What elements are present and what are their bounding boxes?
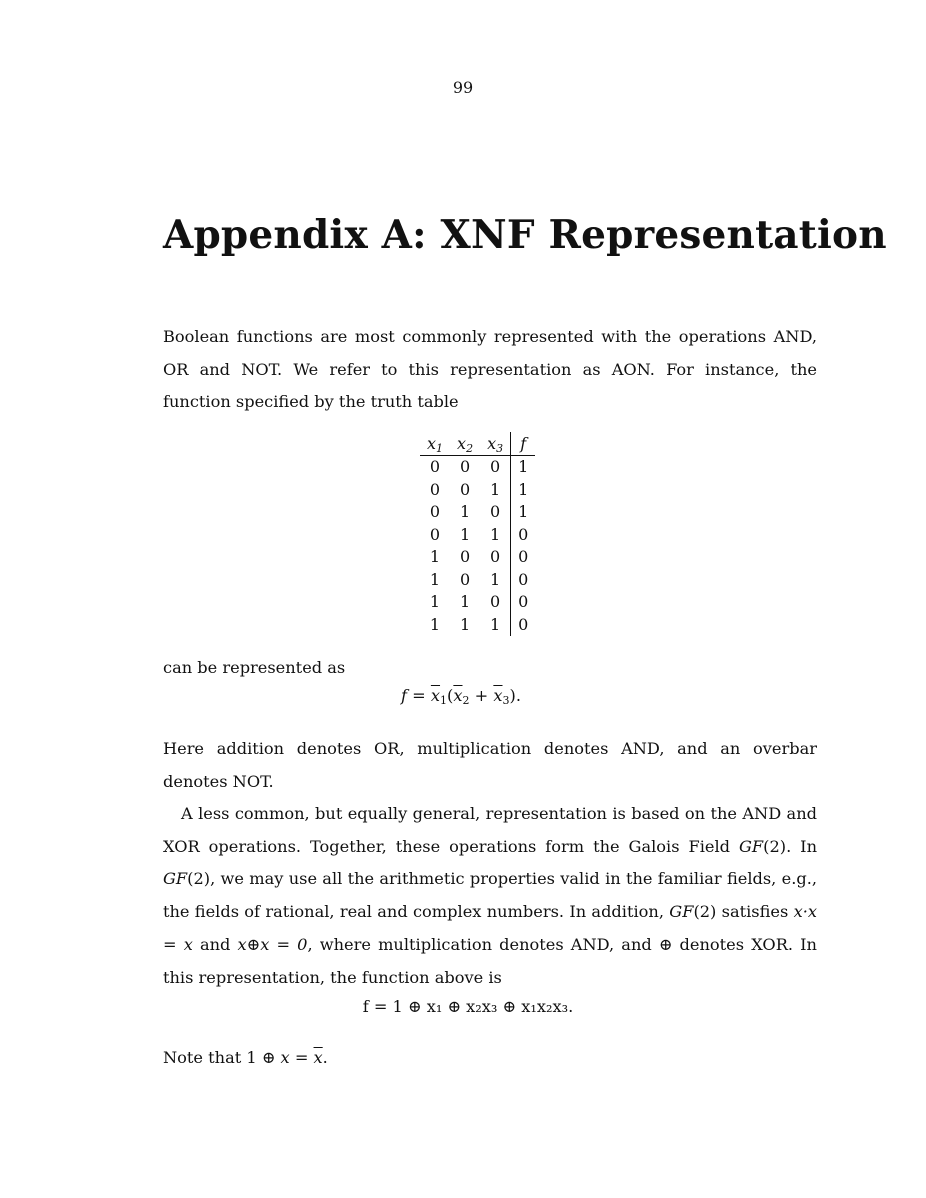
truth-table-row (420, 613, 535, 636)
represented-as-text: can be represented as (163, 658, 346, 677)
cell-f: 0 (511, 546, 536, 569)
truth-table (420, 432, 535, 636)
truth-table-row (420, 546, 535, 569)
cell-x2: 0 (459, 547, 471, 567)
truth-table-row (420, 568, 535, 591)
cell-x3: 1 (489, 524, 501, 544)
page-number: 99 (452, 78, 474, 97)
cell-x2: 1 (459, 592, 471, 612)
note-line: Note that 1 ⊕ $x = \overline{x}$. (163, 1048, 328, 1067)
cell-x3: 0 (489, 502, 501, 522)
cell-x2: 1 (459, 614, 471, 634)
cell-x1: 1 (429, 569, 441, 589)
cell-x1: 0 (429, 524, 441, 544)
truth-table-row (420, 455, 535, 478)
truth-table-wrap (420, 432, 535, 636)
header-x2: $x_2$ (450, 432, 480, 455)
header-x1: $x_1$ (420, 432, 450, 455)
equation-aon: $f = \overline{x}_1(\overline{x}_2 + \overline{x}_3)$. (401, 686, 521, 707)
equation-xnf: f = 1 ⊕ x₁ ⊕ x₂x₃ ⊕ x₁x₂x₃. (362, 997, 574, 1016)
header-f: f (511, 432, 536, 455)
cell-x3: 1 (489, 569, 501, 589)
cell-x1: 1 (429, 547, 441, 567)
cell-x2: 0 (459, 457, 471, 477)
cell-x2: 1 (459, 502, 471, 522)
truth-table-row (420, 591, 535, 614)
cell-x1: 1 (429, 592, 441, 612)
cell-x3: 1 (489, 614, 501, 634)
cell-f: 0 (511, 591, 536, 614)
cell-x3: 1 (489, 479, 501, 499)
cell-x3: 0 (489, 592, 501, 612)
intro-paragraph: Boolean functions are most commonly represented with the operations AND, OR and NOT. We refer to this representation as AON. For instance, the function specified by the truth table (163, 327, 817, 412)
cell-x1: 0 (429, 457, 441, 477)
xnf-paragraph: A less common, but equally general, representation is based on the AND and XOR operations. Together, these operations form the Galois Field GF(2). In GF(2), we may use all the arithmetic properties valid in the familiar fields, e.g., the fields of rational, real and complex numbers. In addition, GF(2) satisfies x·x = x and x⊕x = 0, where multiplication denotes AND, and ⊕ denotes XOR. In this representation, the function above is (163, 804, 817, 987)
cell-x3: 0 (489, 547, 501, 567)
cell-f: 1 (511, 455, 536, 478)
cell-x3: 0 (489, 457, 501, 477)
truth-table-row (420, 523, 535, 546)
cell-f: 1 (511, 478, 536, 501)
header-x3: $x_3$ (480, 432, 511, 455)
cell-x2: 0 (459, 569, 471, 589)
cell-x1: 1 (429, 614, 441, 634)
appendix-title: Appendix A: XNF Representation (163, 212, 887, 258)
truth-table-row (420, 501, 535, 524)
truth-table-row (420, 478, 535, 501)
cell-x2: 1 (459, 524, 471, 544)
cell-f: 0 (511, 568, 536, 591)
operations-paragraph: Here addition denotes OR, multiplication denotes AND, and an overbar denotes NOT. (163, 739, 817, 791)
cell-f: 0 (511, 613, 536, 636)
truth-table-header (420, 432, 535, 455)
cell-x1: 0 (429, 502, 441, 522)
cell-x2: 0 (459, 479, 471, 499)
cell-f: 0 (511, 523, 536, 546)
cell-f: 1 (511, 501, 536, 524)
cell-x1: 0 (429, 479, 441, 499)
